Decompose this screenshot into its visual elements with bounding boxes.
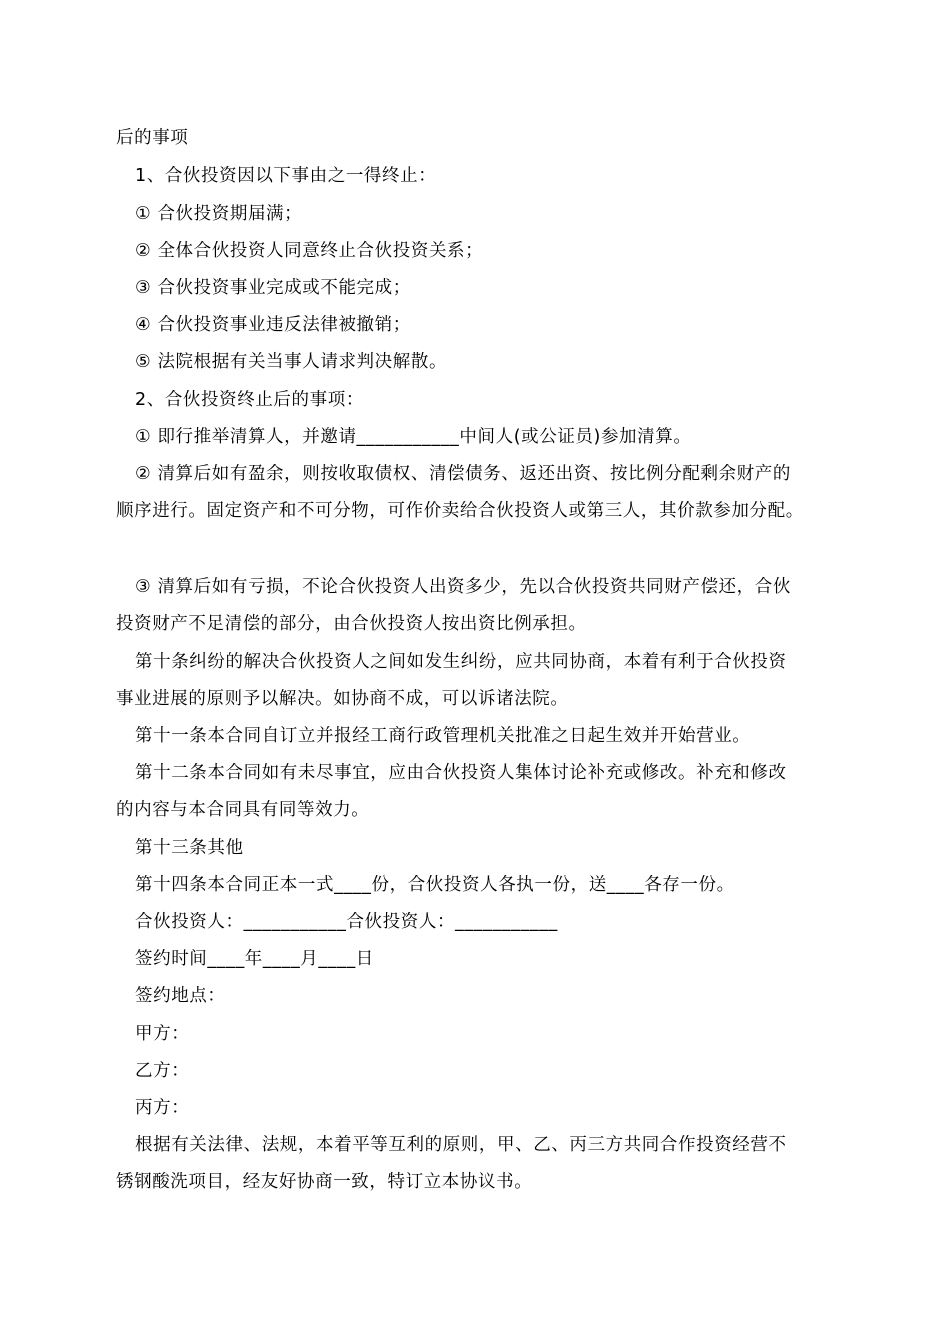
- party-c: 丙方：: [135, 1098, 190, 1118]
- party-a: 甲方：: [135, 1024, 190, 1044]
- clause-2-item-3-line-2: 投资财产不足清偿的部分，由合伙投资人按出资比例承担。: [116, 614, 587, 634]
- investor-signature-line: 合伙投资人：___________合伙投资人：___________: [135, 912, 558, 932]
- signing-place: 签约地点：: [135, 986, 226, 1006]
- clause-2-item-2-line-1: ② 清算后如有盈余，则按收取债权、清偿债务、返还出资、按比例分配剩余财产的: [135, 464, 791, 484]
- agreement-preamble-line-1: 根据有关法律、法规，本着平等互利的原则，甲、乙、丙三方共同合作投资经营不: [135, 1135, 787, 1155]
- clause-2-title: 2、合伙投资终止后的事项：: [135, 390, 364, 410]
- article-10-line-1: 第十条纠纷的解决合伙投资人之间如发生纠纷，应共同协商，本着有利于合伙投资: [135, 652, 787, 672]
- clause-1-item-2: ② 全体合伙投资人同意终止合伙投资关系；: [135, 241, 484, 261]
- article-13: 第十三条其他: [135, 838, 244, 858]
- paragraph-heading: 后的事项: [116, 128, 189, 148]
- clause-1-item-3: ③ 合伙投资事业完成或不能完成；: [135, 278, 411, 298]
- party-b: 乙方：: [135, 1061, 190, 1081]
- article-11: 第十一条本合同自订立并报经工商行政管理机关批准之日起生效并开始营业。: [135, 726, 751, 746]
- signing-date: 签约时间____年____月____日: [135, 949, 374, 969]
- agreement-preamble-line-2: 锈钢酸洗项目，经友好协商一致，特订立本协议书。: [116, 1172, 533, 1192]
- clause-1-title: 1、合伙投资因以下事由之一得终止：: [135, 166, 437, 186]
- clause-1-item-1: ① 合伙投资期届满；: [135, 204, 303, 224]
- article-12-line-1: 第十二条本合同如有未尽事宜，应由合伙投资人集体讨论补充或修改。补充和修改: [135, 763, 787, 783]
- clause-1-item-4: ④ 合伙投资事业违反法律被撤销；: [135, 315, 411, 335]
- clause-2-item-2-line-2: 顺序进行。固定资产和不可分物，可作价卖给合伙投资人或第三人，其价款参加分配。: [116, 501, 804, 521]
- article-14: 第十四条本合同正本一式____份，合伙投资人各执一份，送____各存一份。: [135, 875, 735, 895]
- clause-2-item-1: ① 即行推举清算人，并邀请___________中间人(或公证员)参加清算。: [135, 427, 692, 447]
- article-12-line-2: 的内容与本合同具有同等效力。: [116, 800, 370, 820]
- article-10-line-2: 事业进展的原则予以解决。如协商不成，可以诉诸法院。: [116, 689, 569, 709]
- clause-1-item-5: ⑤ 法院根据有关当事人请求判决解散。: [135, 352, 448, 372]
- clause-2-item-3-line-1: ③ 清算后如有亏损，不论合伙投资人出资多少，先以合伙投资共同财产偿还，合伙: [135, 577, 791, 597]
